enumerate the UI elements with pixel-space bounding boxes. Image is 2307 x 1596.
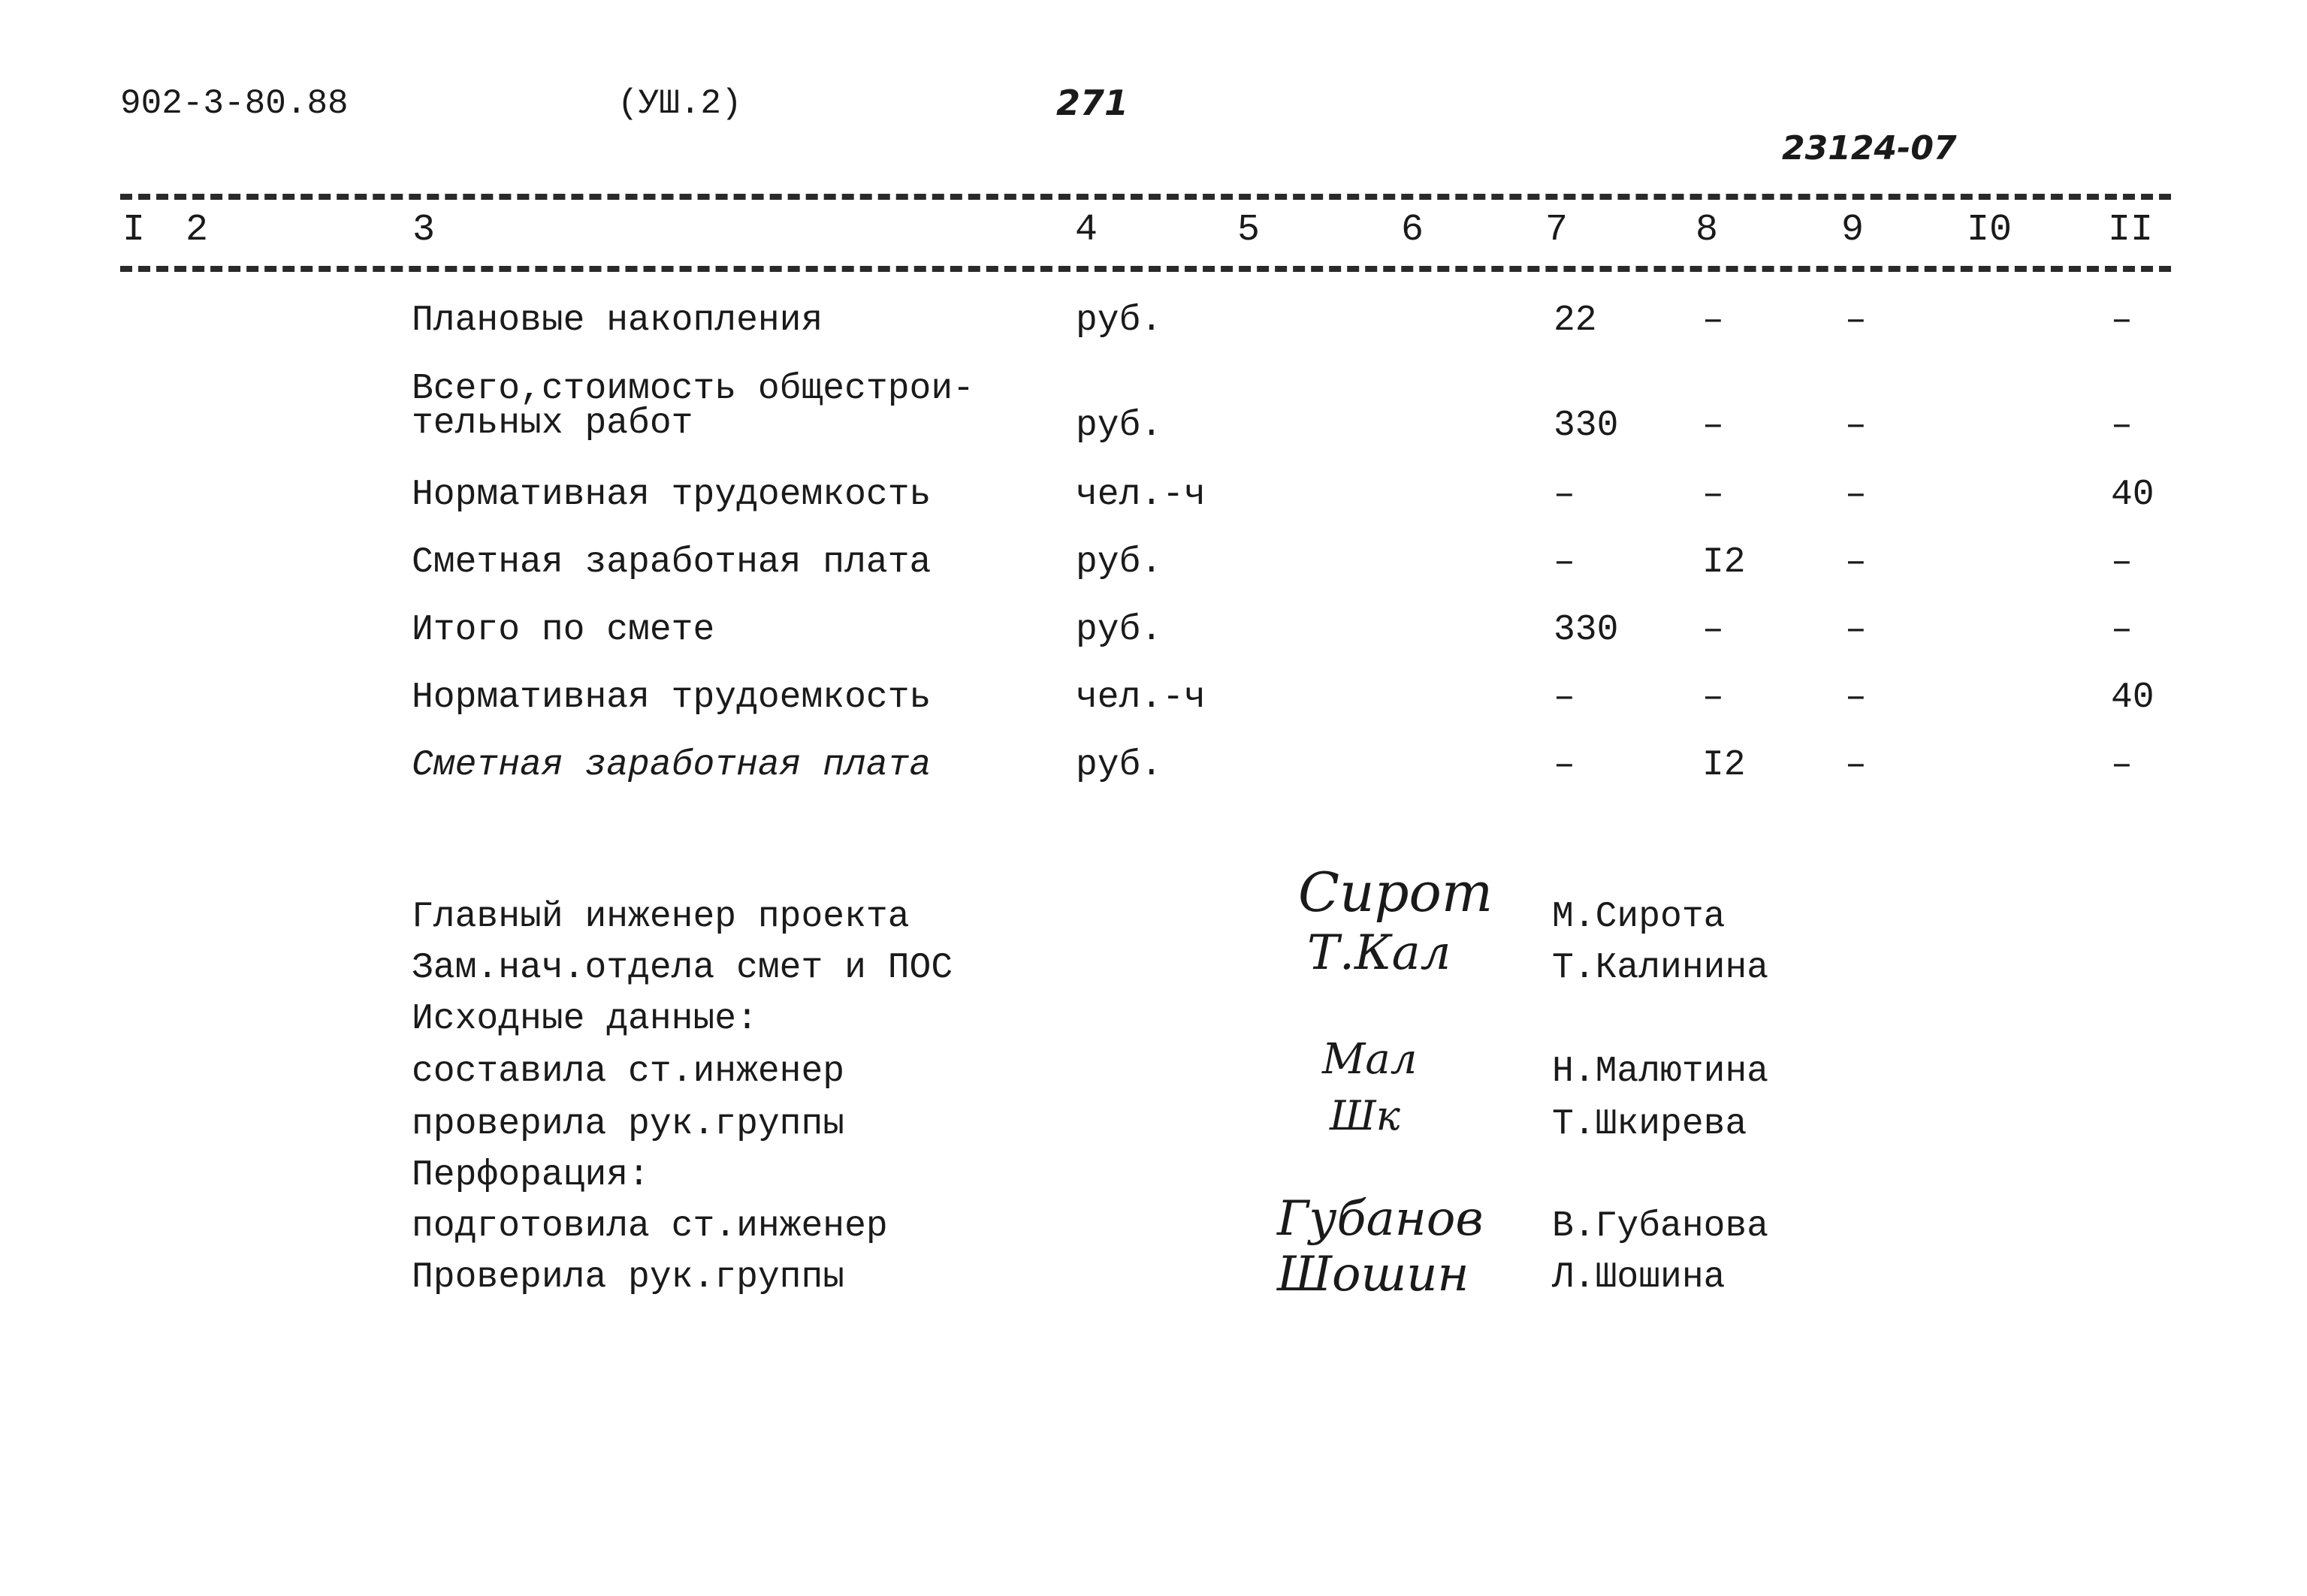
signatory-name: Л.Шошина [1552, 1257, 1726, 1298]
row-name: Нормативная трудоемкость [412, 677, 932, 718]
row-unit: руб. [1076, 300, 1163, 341]
row-name: Плановые накопления [412, 300, 823, 341]
row-unit: чел.-ч [1076, 475, 1206, 515]
signatory-name: Н.Малютина [1552, 1051, 1769, 1092]
handwritten-signature: Т.Кал [1307, 925, 1451, 981]
row-col11: 40 [2111, 475, 2155, 515]
row-unit: руб. [1076, 745, 1163, 786]
row-col8: – [1702, 610, 1724, 650]
header-bottom-rule [120, 266, 2171, 272]
col-num-3: 3 [412, 209, 436, 252]
row-name-line2: тельных работ [412, 403, 693, 444]
archive-number: 23124-07 [1782, 129, 1957, 167]
row-col7: – [1554, 542, 1575, 583]
row-col8: I2 [1702, 542, 1746, 583]
signatory-role: Проверила рук.группы [412, 1257, 845, 1298]
row-col9: – [1845, 677, 1867, 718]
row-name: Сметная заработная плата [412, 542, 932, 583]
row-col11: – [2111, 745, 2133, 786]
row-col7: 330 [1554, 406, 1619, 446]
row-col9: – [1845, 300, 1867, 341]
handwritten-signature: Шошин [1277, 1247, 1469, 1302]
col-num-11: II [2107, 209, 2154, 252]
row-col9: – [1845, 745, 1867, 786]
row-col9: – [1845, 475, 1867, 515]
col-num-6: 6 [1400, 209, 1424, 252]
section-code: (УШ.2) [618, 84, 742, 123]
section-label: Перфорация: [412, 1155, 650, 1196]
section-label: Исходные данные: [412, 999, 758, 1039]
header-top-rule [120, 194, 2171, 200]
row-unit: руб. [1076, 610, 1163, 650]
signatory-role: проверила рук.группы [412, 1104, 845, 1145]
page-number: 271 [1056, 83, 1129, 123]
col-num-9: 9 [1840, 209, 1865, 252]
row-unit: руб. [1076, 542, 1163, 583]
row-col9: – [1845, 542, 1867, 583]
handwritten-signature: Сирот [1298, 861, 1493, 924]
signatory-name: В.Губанова [1552, 1206, 1769, 1247]
row-col11: – [2111, 406, 2133, 446]
row-unit: чел.-ч [1076, 677, 1206, 718]
col-num-2: 2 [185, 209, 209, 252]
col-num-10: I0 [1966, 209, 2013, 252]
signatory-role: подготовила ст.инженер [412, 1206, 888, 1247]
signatory-name: Т.Шкирева [1552, 1104, 1747, 1145]
table-row [0, 300, 2307, 345]
col-num-5: 5 [1237, 209, 1261, 252]
signatory-name: Т.Калинина [1552, 948, 1769, 988]
row-unit: руб. [1076, 406, 1163, 446]
row-col7: – [1554, 745, 1575, 786]
table-row [0, 745, 2307, 790]
col-num-4: 4 [1074, 209, 1098, 252]
row-col7: – [1554, 677, 1575, 718]
table-row [0, 677, 2307, 723]
row-col11: – [2111, 542, 2133, 583]
row-name: Итого по смете [412, 610, 715, 650]
row-col8: – [1702, 406, 1724, 446]
table-row [0, 610, 2307, 655]
row-col11: – [2111, 300, 2133, 341]
col-num-7: 7 [1545, 209, 1569, 252]
row-col8: – [1702, 677, 1724, 718]
row-col9: – [1845, 610, 1867, 650]
row-col11: 40 [2111, 677, 2155, 718]
col-num-8: 8 [1695, 209, 1719, 252]
table-row [0, 475, 2307, 520]
row-col8: I2 [1702, 745, 1746, 786]
row-col11: – [2111, 610, 2133, 650]
table-row [0, 542, 2307, 587]
signatory-role: Зам.нач.отдела смет и ПОС [412, 948, 953, 988]
row-name-line1: Всего,стоимость общестрои- [412, 369, 974, 409]
handwritten-signature: Шк [1330, 1092, 1400, 1139]
doc-code: 902-3-80.88 [120, 84, 349, 123]
table-row [0, 369, 2307, 451]
signatory-name: М.Сирота [1552, 897, 1726, 937]
signatory-role: Главный инженер проекта [412, 897, 910, 937]
row-col7: – [1554, 475, 1575, 515]
row-name: Нормативная трудоемкость [412, 475, 932, 515]
row-col7: 330 [1554, 610, 1619, 650]
row-name: Сметная заработная плата [412, 745, 932, 786]
row-col9: – [1845, 406, 1867, 446]
handwritten-signature: Мал [1322, 1035, 1418, 1084]
row-col8: – [1702, 300, 1724, 341]
handwritten-signature: Губанов [1277, 1191, 1484, 1247]
col-num-1: I [122, 209, 146, 252]
row-col7: 22 [1554, 300, 1597, 341]
signatory-role: составила ст.инженер [412, 1051, 845, 1092]
row-col8: – [1702, 475, 1724, 515]
